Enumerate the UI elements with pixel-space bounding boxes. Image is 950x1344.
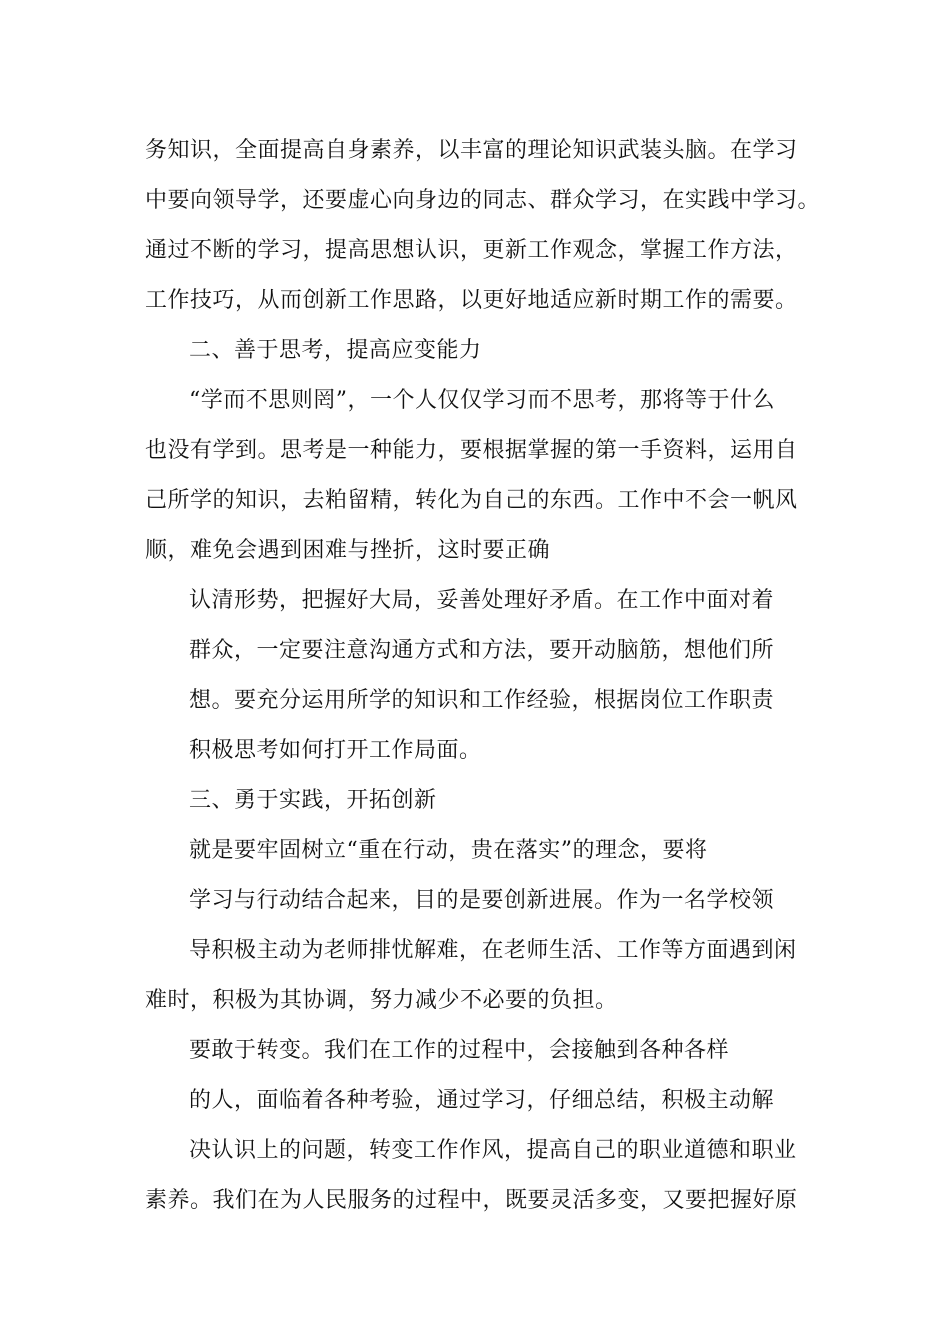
text-line: 中要向领导学，还要虚心向身边的同志、群众学习，在实践中学习。 <box>145 188 821 213</box>
text-line: 群众，一定要注意沟通方式和方法，要开动脑筋，想他们所 <box>189 638 775 663</box>
text-line: 认清形势，把握好大局，妥善处理好矛盾。在工作中面对着 <box>189 588 775 613</box>
text-line: “学而不思则罔”，一个人仅仅学习而不思考，那将等于什么 <box>189 388 775 413</box>
text-line: 积极思考如何打开工作局面。 <box>189 738 482 763</box>
text-line: 顺，难免会遇到困难与挫折，这时要正确 <box>145 538 551 563</box>
text-line: 想。要充分运用所学的知识和工作经验，根据岗位工作职责 <box>189 688 775 713</box>
text-line: 己所学的知识，去粕留精，转化为自己的东西。工作中不会一帆风 <box>145 488 798 513</box>
text-line: 通过不断的学习，提高思想认识，更新工作观念，掌握工作方法， <box>145 238 798 263</box>
text-line: 素养。我们在为人民服务的过程中，既要灵活多变，又要把握好原 <box>145 1188 798 1213</box>
section-heading: 三、勇于实践，开拓创新 <box>189 788 437 813</box>
text-line: 也没有学到。思考是一种能力，要根据掌握的第一手资料，运用自 <box>145 438 798 463</box>
text-line: 工作技巧，从而创新工作思路，以更好地适应新时期工作的需要。 <box>145 288 798 313</box>
text-line: 要敢于转变。我们在工作的过程中，会接触到各种各样 <box>189 1038 730 1063</box>
text-line: 难时，积极为其协调，努力减少不必要的负担。 <box>145 988 618 1013</box>
section-heading: 二、善于思考，提高应变能力 <box>189 338 482 363</box>
text-line: 学习与行动结合起来，目的是要创新进展。作为一名学校领 <box>189 888 775 913</box>
text-line: 决认识上的问题，转变工作作风，提高自己的职业道德和职业 <box>189 1138 797 1163</box>
text-line: 就是要牢固树立“重在行动，贵在落实”的理念，要将 <box>189 838 708 863</box>
text-line: 务知识，全面提高自身素养，以丰富的理论知识武装头脑。在学习 <box>145 138 798 163</box>
text-line: 导积极主动为老师排忧解难，在老师生活、工作等方面遇到闲 <box>189 938 797 963</box>
text-line: 的人，面临着各种考验，通过学习，仔细总结，积极主动解 <box>189 1088 775 1113</box>
